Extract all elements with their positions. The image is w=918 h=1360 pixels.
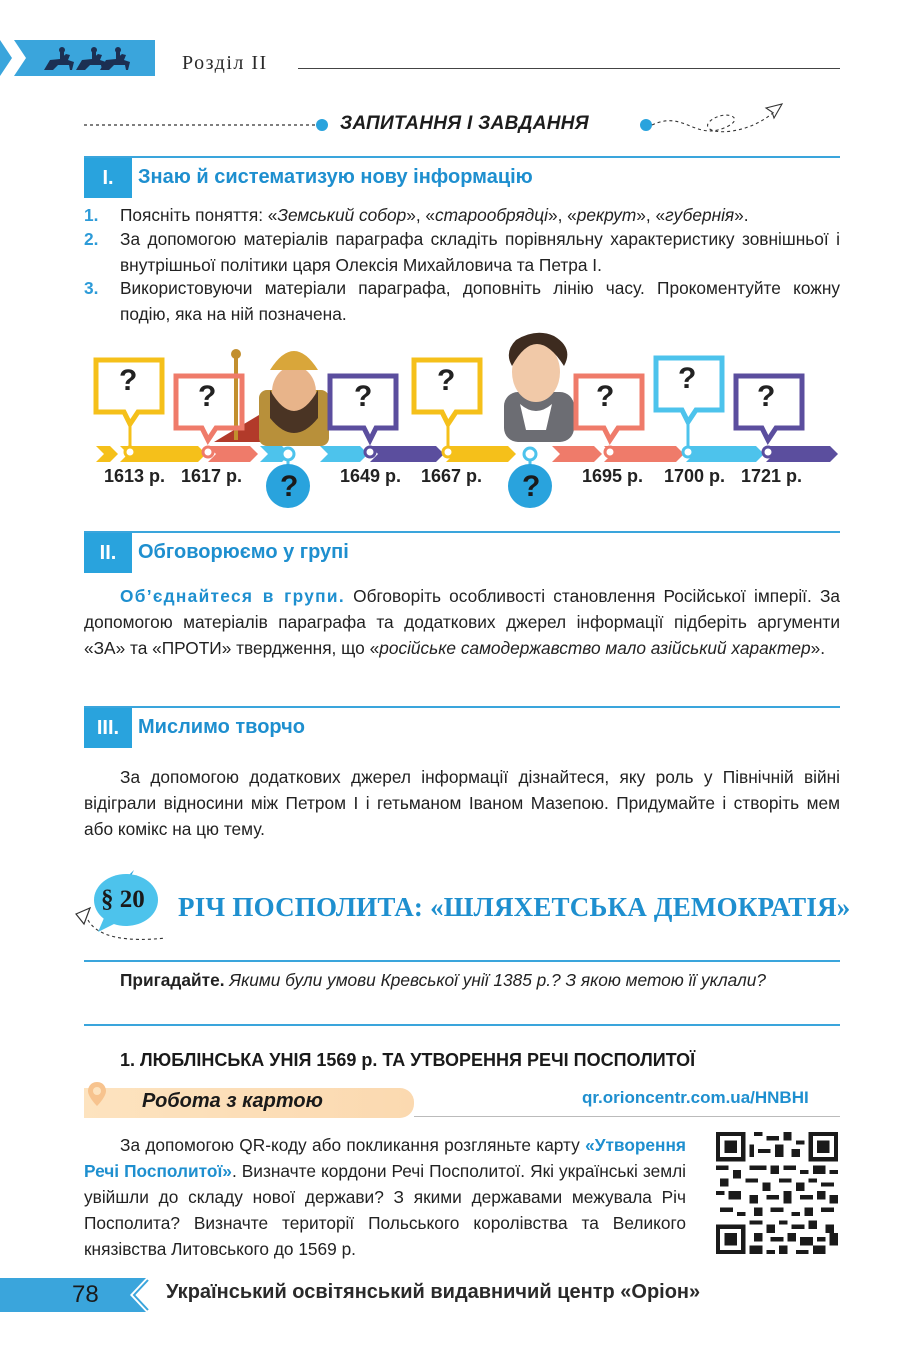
chevron-left-icon: [124, 1278, 154, 1312]
task-list: [84, 202, 840, 322]
qr-code-icon[interactable]: [716, 1132, 838, 1254]
question-mark: ?: [437, 364, 456, 397]
map-rule: [414, 1116, 840, 1117]
section-title: Обговорюємо у групі: [138, 541, 349, 563]
section-rule: [84, 156, 840, 158]
page-number: 78: [72, 1281, 99, 1308]
task-item: За допомогою матеріалів параграфа складіть порівняльну характеристику зовнішньої і внутрішньої політики царя Олексія Михайловича та Петра І.: [120, 229, 840, 275]
question-mark: ?: [522, 470, 541, 503]
timeline-year: 1695 р.: [582, 466, 644, 486]
task-number: 3.: [84, 278, 99, 298]
paragraph-title: РІЧ ПОСПОЛИТА: «ШЛЯХЕТСЬКА ДЕМОКРАТІЯ»: [178, 892, 851, 922]
section-rule: [84, 706, 840, 708]
tsar-portrait: [214, 349, 329, 446]
timeline-year: 1649 р.: [340, 466, 402, 486]
question-mark: ?: [757, 380, 776, 413]
question-mark: ?: [198, 380, 217, 413]
header-rule: [298, 68, 840, 69]
section-number: II.: [84, 533, 132, 573]
publisher-name: Український освітянський видавничий центр «Оріон»: [166, 1281, 701, 1303]
timeline-year: 1617 р.: [181, 466, 243, 486]
paragraph-number: § 20: [101, 886, 145, 913]
section-text: За допомогою додаткових джерел інформації дізнайтеся, яку роль у Північній війні відіграли відносини між Петром І і гетьманом Іваном Мазепою. Придумайте і створіть мем або комікс на цю тему.: [84, 767, 840, 839]
task-item: Використовуючи матеріали параграфа, доповніть лінію часу. Прокоментуйте кожну подію, яка на ній позначена.: [120, 278, 840, 324]
recall-rule: [84, 960, 840, 962]
map-pin-icon: [86, 1080, 108, 1110]
riders-icon: [0, 40, 155, 76]
timeline-year: 1613 р.: [104, 466, 166, 486]
task-number: 2.: [84, 229, 99, 249]
map-link[interactable]: «Утворення Речі Посполитої»: [84, 1135, 686, 1181]
page-number-tab: [0, 1278, 124, 1312]
section-title: Мислимо творчо: [138, 716, 305, 738]
chapter-tab: [0, 40, 155, 76]
timeline-year: 1667 р.: [421, 466, 483, 486]
peter-portrait: [504, 333, 574, 442]
question-mark: ?: [354, 380, 373, 413]
timeline-year: 1721 р.: [741, 466, 803, 486]
task-item: Поясніть поняття: «Земський собор», «старообрядці», «рекрут», «губернія».: [120, 205, 749, 225]
paper-plane-icon: [76, 908, 90, 924]
timeline-year: 1700 р.: [664, 466, 726, 486]
recall-rule: [84, 1024, 840, 1026]
chapter-title: Розділ II: [182, 52, 268, 74]
questions-banner-title: ЗАПИТАННЯ І ЗАВДАННЯ: [340, 113, 589, 134]
task-number: 1.: [84, 205, 99, 225]
question-mark: ?: [280, 470, 299, 503]
question-mark: ?: [596, 380, 615, 413]
map-task-text: За допомогою QR-коду або покликання розгляньте карту «Утворення Речі Посполитої». Визначте кордони Речі Посполитої. Які українські землі увійшли до складу нової держави? З якими державами межувала Річ Посполита? Визначте території Польського королівства та Великого князівства Литовського до 1569 р.: [84, 1135, 687, 1259]
question-mark: ?: [119, 364, 138, 397]
section-text: Об’єднайтеся в групи. Обговоріть особливості становлення Російської імперії. За допомогою матеріалів параграфа та додаткових джерел інформації підберіть аргументи «ЗА» та «ПРОТИ» твердження, що «російське самодержавство мало азійський характер».: [84, 586, 841, 658]
map-task-label: Робота з картою: [142, 1090, 323, 1112]
section-title: Знаю й систематизую нову інформацію: [138, 166, 533, 188]
subheading: 1. ЛЮБЛІНСЬКА УНІЯ 1569 р. ТА УТВОРЕННЯ РЕЧІ ПОСПОЛИТОЇ: [120, 1050, 696, 1070]
section-number: III.: [84, 708, 132, 748]
qr-link[interactable]: qr.orioncentr.com.ua/HNBHI: [582, 1088, 809, 1107]
section-rule: [84, 531, 840, 533]
section-number: I.: [84, 158, 132, 198]
question-mark: ?: [678, 362, 697, 395]
recall-text: Пригадайте. Якими були умови Кревської унії 1385 р.? З якою метою її уклали?: [120, 970, 766, 990]
